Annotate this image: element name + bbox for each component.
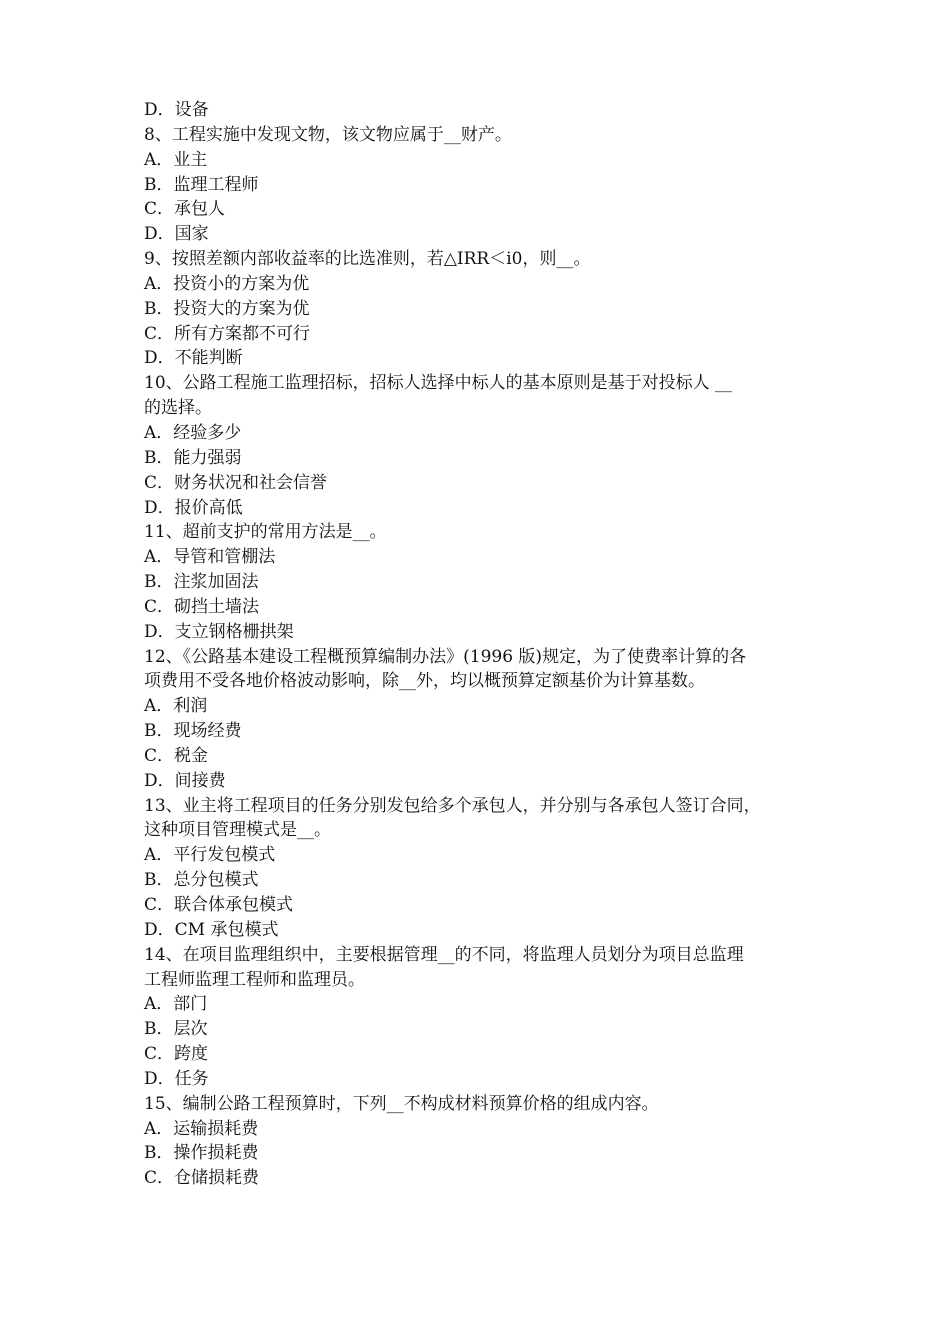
option-line: C．跨度 [144, 1044, 209, 1065]
option-line: B．现场经费 [144, 721, 242, 742]
option-line: C．承包人 [144, 199, 226, 220]
option-line: A．业主 [144, 149, 208, 170]
question-line: 9、按照差额内部收益率的比选准则，若△IRR＜i0，则__。 [144, 249, 591, 270]
option-line: A．运输损耗费 [144, 1118, 259, 1139]
option-line: B．总分包模式 [144, 870, 259, 891]
question-line: 11、超前支护的常用方法是__。 [144, 522, 387, 543]
question-line: 15、编制公路工程预算时，下列__不构成材料预算价格的组成内容。 [144, 1093, 659, 1114]
option-line: B．注浆加固法 [144, 572, 259, 593]
option-line: B．操作损耗费 [144, 1143, 259, 1164]
question-line-continued: 的选择。 [144, 398, 212, 419]
option-line: C．所有方案都不可行 [144, 323, 311, 344]
document-body [144, 98, 808, 1191]
option-line: B．投资大的方案为优 [144, 298, 310, 319]
option-line: B．层次 [144, 1019, 208, 1040]
option-line: C．仓储损耗费 [144, 1168, 260, 1189]
option-line: D．不能判断 [144, 348, 243, 369]
option-line: A．部门 [144, 994, 208, 1015]
option-line: C．税金 [144, 745, 209, 766]
option-line: C．财务状况和社会信誉 [144, 472, 328, 493]
option-line: C．联合体承包模式 [144, 895, 294, 915]
option-line: A．利润 [144, 696, 208, 717]
option-line: A．平行发包模式 [144, 845, 276, 866]
option-line: B．能力强弱 [144, 447, 242, 468]
option-line: D．报价高低 [144, 497, 243, 518]
question-line: 8、工程实施中发现文物，该文物应属于__财产。 [144, 124, 512, 145]
option-line: D．间接费 [144, 770, 226, 791]
question-line-continued: 工程师监理工程师和监理员。 [144, 969, 365, 990]
option-line: D．国家 [144, 224, 209, 245]
option-line: B．监理工程师 [144, 174, 259, 195]
question-line: 10、公路工程施工监理招标，招标人选择中标人的基本原则是基于对投标人 __ [144, 373, 733, 394]
option-line: A．导管和管棚法 [144, 547, 276, 568]
question-line: 12、《公路基本建设工程概预算编制办法》(1996 版)规定，为了使费率计算的各 [144, 646, 747, 667]
question-line-continued: 项费用不受各地价格波动影响，除__外，均以概预算定额基价为计算基数。 [144, 671, 705, 692]
option-line: D．设备 [144, 100, 209, 120]
option-line: D．任务 [144, 1068, 209, 1089]
option-line: D．CM 承包模式 [144, 919, 279, 940]
option-line: D．支立钢格栅拱架 [144, 621, 294, 642]
option-line: A．经验多少 [144, 422, 242, 443]
question-line-continued: 这种项目管理模式是__。 [144, 820, 331, 841]
question-line: 14、在项目监理组织中，主要根据管理__的不同，将监理人员划分为项目总监理 [144, 944, 744, 965]
option-line: A．投资小的方案为优 [144, 273, 310, 294]
option-line: C．砌挡土墙法 [144, 596, 260, 617]
question-line: 13、业主将工程项目的任务分别发包给多个承包人，并分别与各承包人签订合同， [144, 795, 761, 816]
